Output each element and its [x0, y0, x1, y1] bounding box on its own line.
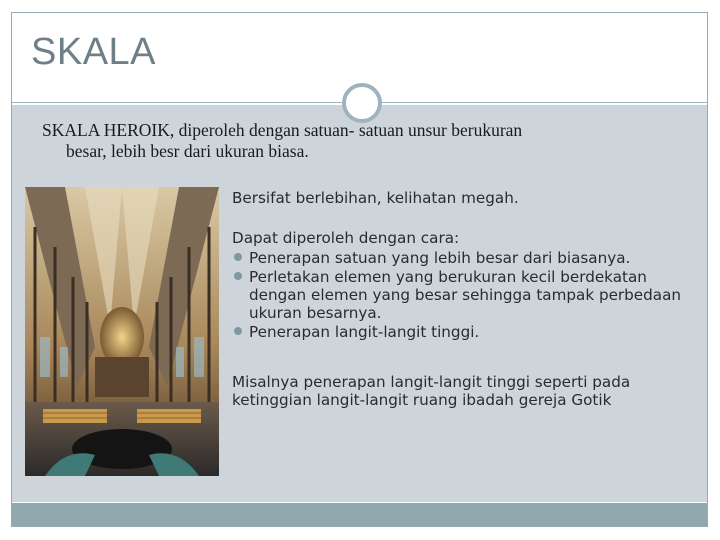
bullet-icon	[234, 253, 242, 261]
paragraph-dapat: Dapat diperoleh dengan cara:	[232, 229, 460, 247]
intro-text	[42, 120, 682, 162]
circle-ornament-icon	[342, 83, 382, 123]
slide-title: SKALA	[31, 31, 157, 73]
description-block	[232, 189, 702, 409]
list-item	[232, 268, 702, 322]
footer-bar	[12, 503, 707, 527]
bullet-icon	[234, 327, 242, 335]
intro-line-1: SKALA HEROIK, diperoleh dengan satuan- satuan unsur berukuran	[42, 120, 523, 140]
slide	[11, 12, 708, 527]
list-item	[232, 323, 702, 341]
list-item-text: Perletakan elemen yang berukuran kecil berdekatan dengan elemen yang besar sehingga tampak perbedaan ukuran besarnya.	[249, 268, 682, 322]
list-item-text: Penerapan langit-langit tinggi.	[249, 323, 480, 341]
list-item	[232, 249, 702, 267]
intro-line-2: besar, lebih besr dari ukuran biasa.	[66, 141, 309, 161]
paragraph-bersifat: Bersifat berlebihan, kelihatan megah.	[232, 189, 519, 207]
method-list	[232, 249, 702, 341]
bullet-icon	[234, 272, 242, 280]
cathedral-illustration	[25, 187, 219, 476]
paragraph-misalnya: Misalnya penerapan langit-langit tinggi seperti pada ketinggian langit-langit ruang ibadah gereja Gotik	[232, 373, 631, 409]
list-item-text: Penerapan satuan yang lebih besar dari biasanya.	[249, 249, 631, 267]
cathedral-photo	[25, 187, 219, 476]
